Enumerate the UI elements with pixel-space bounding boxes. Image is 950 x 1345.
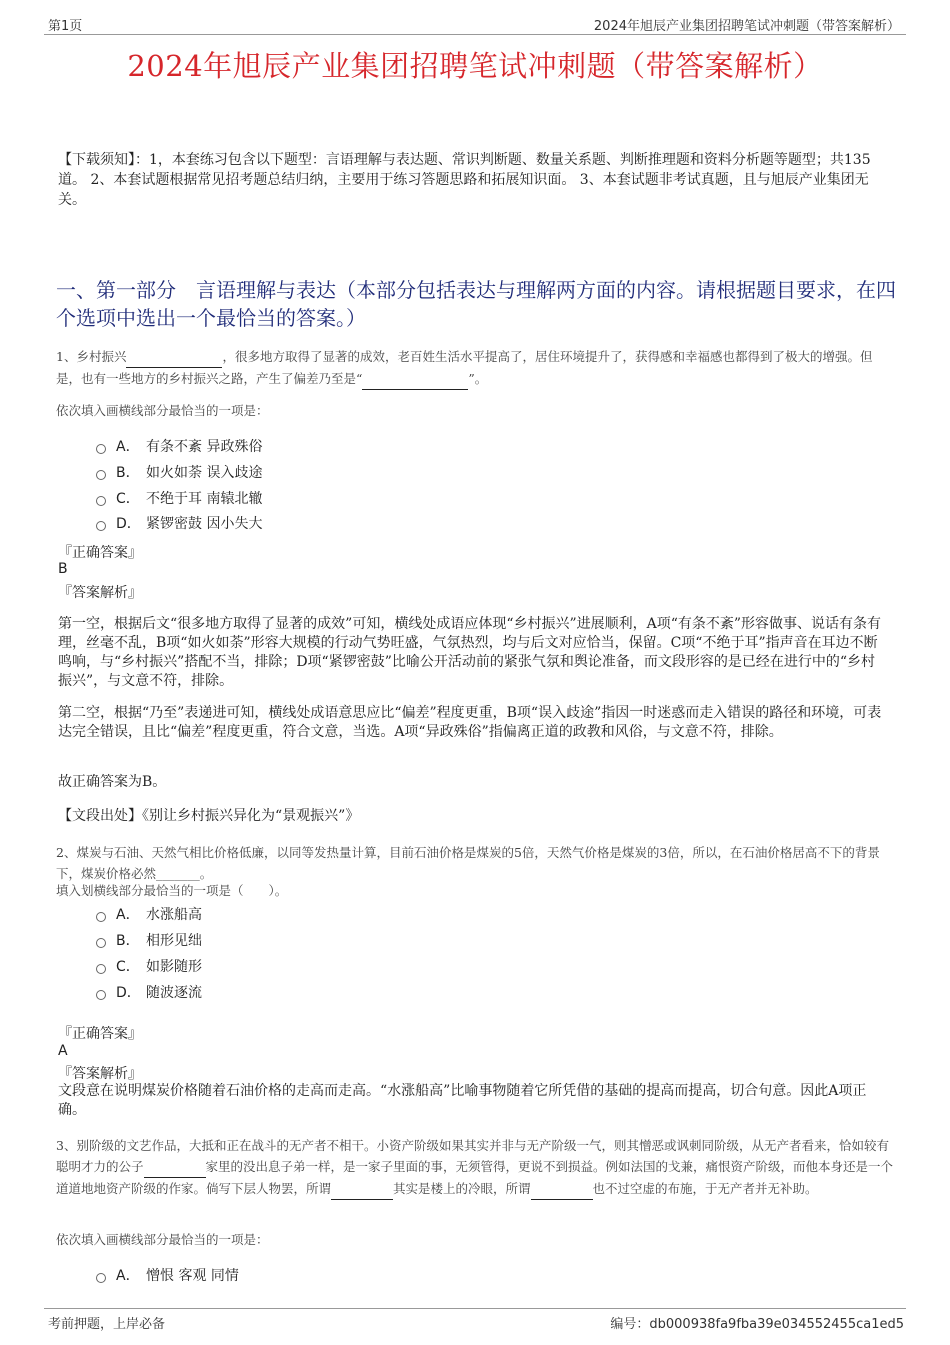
q1-answer: B — [58, 561, 68, 577]
question-3-prompt: 依次填入画横线部分最恰当的一项是： — [56, 1232, 269, 1247]
download-notice: 【下载须知】：1，本套练习包含以下题型：言语理解与表达题、常识判断题、数量关系题、判断推理题和资料分析题等题型；共135道。 2、本套试题根据常见招考题总结归纳，主要用于练习答题思路和拓展知识面。 3、本套试题非考试真题，且与旭辰产业集团无关。 — [58, 152, 871, 208]
question-1-prompt: 依次填入画横线部分最恰当的一项是： — [56, 403, 269, 418]
q1-option-c[interactable]: C． 不绝于耳 南辕北辙 — [96, 488, 262, 508]
q1-analysis-paragraph-2: 第二空，根据“乃至”表递进可知，横线处成语意思应比“偏差”程度更重，B项“误入歧途”指因一时迷惑而走入错误的路径和环境，可表达完全错误，且比“偏差”程度更重，符合文意，当选。A项“异政殊俗”指偏离正道的政教和风俗，与文意不符，排除。 — [58, 705, 882, 740]
page-number: 第1页 — [48, 19, 83, 34]
q2-analysis-label: 『答案解析』 — [58, 1066, 142, 1082]
radio-icon[interactable] — [96, 938, 106, 948]
radio-icon[interactable] — [96, 521, 106, 531]
q2-option-b[interactable]: B． 相形见绌 — [96, 930, 202, 950]
q1-option-b[interactable]: B． 如火如荼 误入歧途 — [96, 462, 262, 482]
header-doc-title: 2024年旭辰产业集团招聘笔试冲刺题（带答案解析） — [593, 19, 900, 34]
blank-line — [126, 346, 222, 368]
question-1-text: 1、乡村振兴 ，很多地方取得了显著的成效，老百姓生活水平提高了，居住环境提升了，获得感和幸福感也都得到了极大的增强。但是，也有一些地方的乡村振兴之路，产生了偏差乃至是“ ”。 — [56, 346, 896, 390]
radio-icon[interactable] — [96, 470, 106, 480]
question-2-prompt: 填入划横线部分最恰当的一项是（ ）。 — [56, 883, 288, 898]
q2-answer-label: 『正确答案』 — [58, 1026, 142, 1042]
q1-analysis-label: 『答案解析』 — [58, 585, 142, 601]
radio-icon[interactable] — [96, 1273, 106, 1283]
section-title: 一、第一部分 言语理解与表达（本部分包括表达与理解两方面的内容。请根据题目要求，在四个选项中选出一个最恰当的答案。） — [56, 278, 896, 330]
radio-icon[interactable] — [96, 990, 106, 1000]
blank-line — [531, 1178, 593, 1200]
page-title: 2024年旭辰产业集团招聘笔试冲刺题（带答案解析） — [127, 49, 823, 83]
q1-option-d[interactable]: D． 紧锣密鼓 因小失大 — [96, 513, 262, 533]
q1-conclusion: 故正确答案为B。 — [58, 774, 167, 790]
blank-line — [362, 368, 468, 390]
q2-option-d[interactable]: D． 随波逐流 — [96, 982, 202, 1002]
q1-analysis-paragraph-1: 第一空，根据后文“很多地方取得了显著的成效”可知，横线处成语应体现“乡村振兴”进展顺利，A项“有条不紊”形容做事、说话有条有理，丝毫不乱，B项“如火如荼”形容大规模的行动气势旺盛，气氛热烈，均与后文对应恰当，保留。C项“不绝于耳”指声音在耳边不断鸣响，与“乡村振兴”搭配不当，排除；D项“紧锣密鼓”比喻公开活动前的紧张气氛和舆论准备，而文段形容的是已经在进行中的“乡村振兴”，与文意不符，排除。 — [58, 616, 882, 689]
q1-source: 【文段出处】《别让乡村振兴异化为“景观振兴”》 — [58, 808, 360, 824]
footer-divider — [44, 1308, 906, 1309]
footer-doc-id: 编号：db000938fa9fba39e034552455ca1ed5 — [610, 1317, 904, 1332]
q1-option-a[interactable]: A． 有条不紊 异政殊俗 — [96, 436, 262, 456]
q1-answer-label: 『正确答案』 — [58, 545, 142, 561]
header-divider — [44, 34, 906, 35]
question-2-text: 2、煤炭与石油、天然气相比价格低廉，以同等发热量计算，目前石油价格是煤炭的5倍，天然气价格是煤炭的3倍，所以，在石油价格居高不下的背景下，煤炭价格必然_______。 — [56, 845, 880, 881]
q2-option-c[interactable]: C． 如影随形 — [96, 956, 202, 976]
q2-answer: A — [58, 1043, 68, 1059]
q2-option-a[interactable]: A． 水涨船高 — [96, 904, 202, 924]
radio-icon[interactable] — [96, 912, 106, 922]
radio-icon[interactable] — [96, 444, 106, 454]
radio-icon[interactable] — [96, 964, 106, 974]
blank-line — [331, 1178, 393, 1200]
q3-option-a[interactable]: A． 憎恨 客观 同情 — [96, 1265, 239, 1285]
footer-slogan: 考前押题，上岸必备 — [48, 1317, 166, 1332]
blank-line — [144, 1156, 206, 1178]
q2-analysis: 文段意在说明煤炭价格随着石油价格的走高而走高。“水涨船高”比喻事物随着它所凭借的基础的提高而提高，切合句意。因此A项正确。 — [58, 1083, 867, 1118]
question-3-text: 3、别阶级的文艺作品，大抵和正在战斗的无产者不相干。小资产阶级如果其实并非与无产阶级一气，则其憎恶或讽刺同阶级，从无产者看来，恰如较有聪明才力的公子 家里的没出息子弟一样，是一家子里面的事，无须管得，更说不到损益。例如法国的戈兼，痛恨资产阶级，而他本身还是一个道道地地资产阶级的作家。倘写下层人物罢，所谓 其实是楼上的冷眼，所谓 也不过空虚的布施，于无产者并无补助。 — [56, 1135, 896, 1200]
radio-icon[interactable] — [96, 496, 106, 506]
